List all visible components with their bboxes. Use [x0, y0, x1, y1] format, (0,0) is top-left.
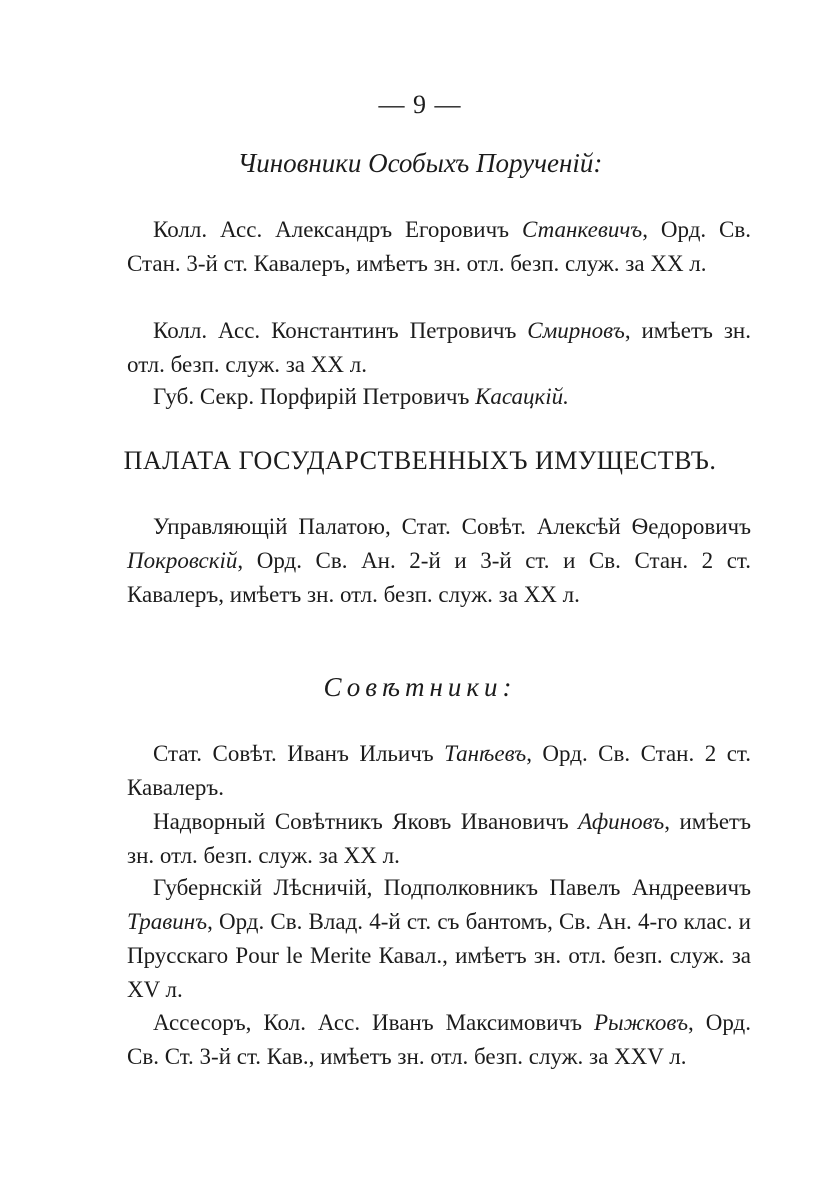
- entry-taneev: Стат. Совѣт. Иванъ Ильичъ Танѣевъ, Орд. Св. Стан. 2 ст. Кавалеръ.: [127, 741, 751, 800]
- section-heading-officials: Чиновники Особыхъ Порученій:: [237, 148, 603, 178]
- section-heading-councillors: Совѣтники:: [323, 672, 517, 702]
- entry-smirnov: Колл. Асс. Константинъ Петровичъ Смирновъ, имѣетъ зн. отл. безп. служ. за XX л.: [127, 318, 751, 377]
- surname: Смирновъ: [527, 318, 625, 343]
- page-number: — 9 —: [378, 90, 462, 119]
- entry-kasatsky: Губ. Секр. Порфирій Петровичъ Касацкій.: [153, 384, 569, 409]
- entry-pokrovsky: Управляющій Палатою, Стат. Совѣт. Алексѣй Ѳедоровичъ Покровскій, Орд. Св. Ан. 2-й и 3-й ст. и Св. Стан. 2 ст. Кавалеръ, имѣетъ зн. отл. безп. служ. за XX л.: [127, 514, 751, 607]
- surname: Станкевичъ: [521, 217, 643, 242]
- entry-stankevich: Колл. Асс. Александръ Егоровичъ Станкевичъ, Орд. Св. Стан. 3-й ст. Кавалеръ, имѣетъ зн. отл. безп. служ. за XX л.: [127, 217, 752, 276]
- surname: Травинъ: [127, 909, 208, 934]
- surname: Танѣевъ: [444, 741, 527, 766]
- surname: Покровскій: [127, 548, 238, 573]
- surname: Афиновъ: [578, 809, 665, 834]
- entry-ryzhkov: Ассесоръ, Кол. Асс. Иванъ Максимовичъ Рыжковъ, Орд. Св. Ст. 3-й ст. Кав., имѣетъ зн. отл. безп. служ. за XXV л.: [127, 1010, 751, 1069]
- entry-travin: Губернскій Лѣсничій, Подполковникъ Павелъ Андреевичъ Травинъ, Орд. Св. Влад. 4-й ст. съ бантомъ, Св. Ан. 4-го клас. и Прусскаго Pour le Merite Кавал., имѣетъ зн. отл. безп. служ. за XV л.: [127, 875, 751, 1002]
- surname: Рыжковъ: [594, 1010, 689, 1035]
- surname: Касацкій.: [475, 384, 569, 409]
- entry-afinov: Надворный Совѣтникъ Яковъ Ивановичъ Афиновъ, имѣетъ зн. отл. безп. служ. за XX л.: [127, 809, 751, 868]
- section-heading-state-property-chamber: ПАЛАТА ГОСУДАРСТВЕННЫХЪ ИМУЩЕСТВЪ.: [123, 446, 717, 475]
